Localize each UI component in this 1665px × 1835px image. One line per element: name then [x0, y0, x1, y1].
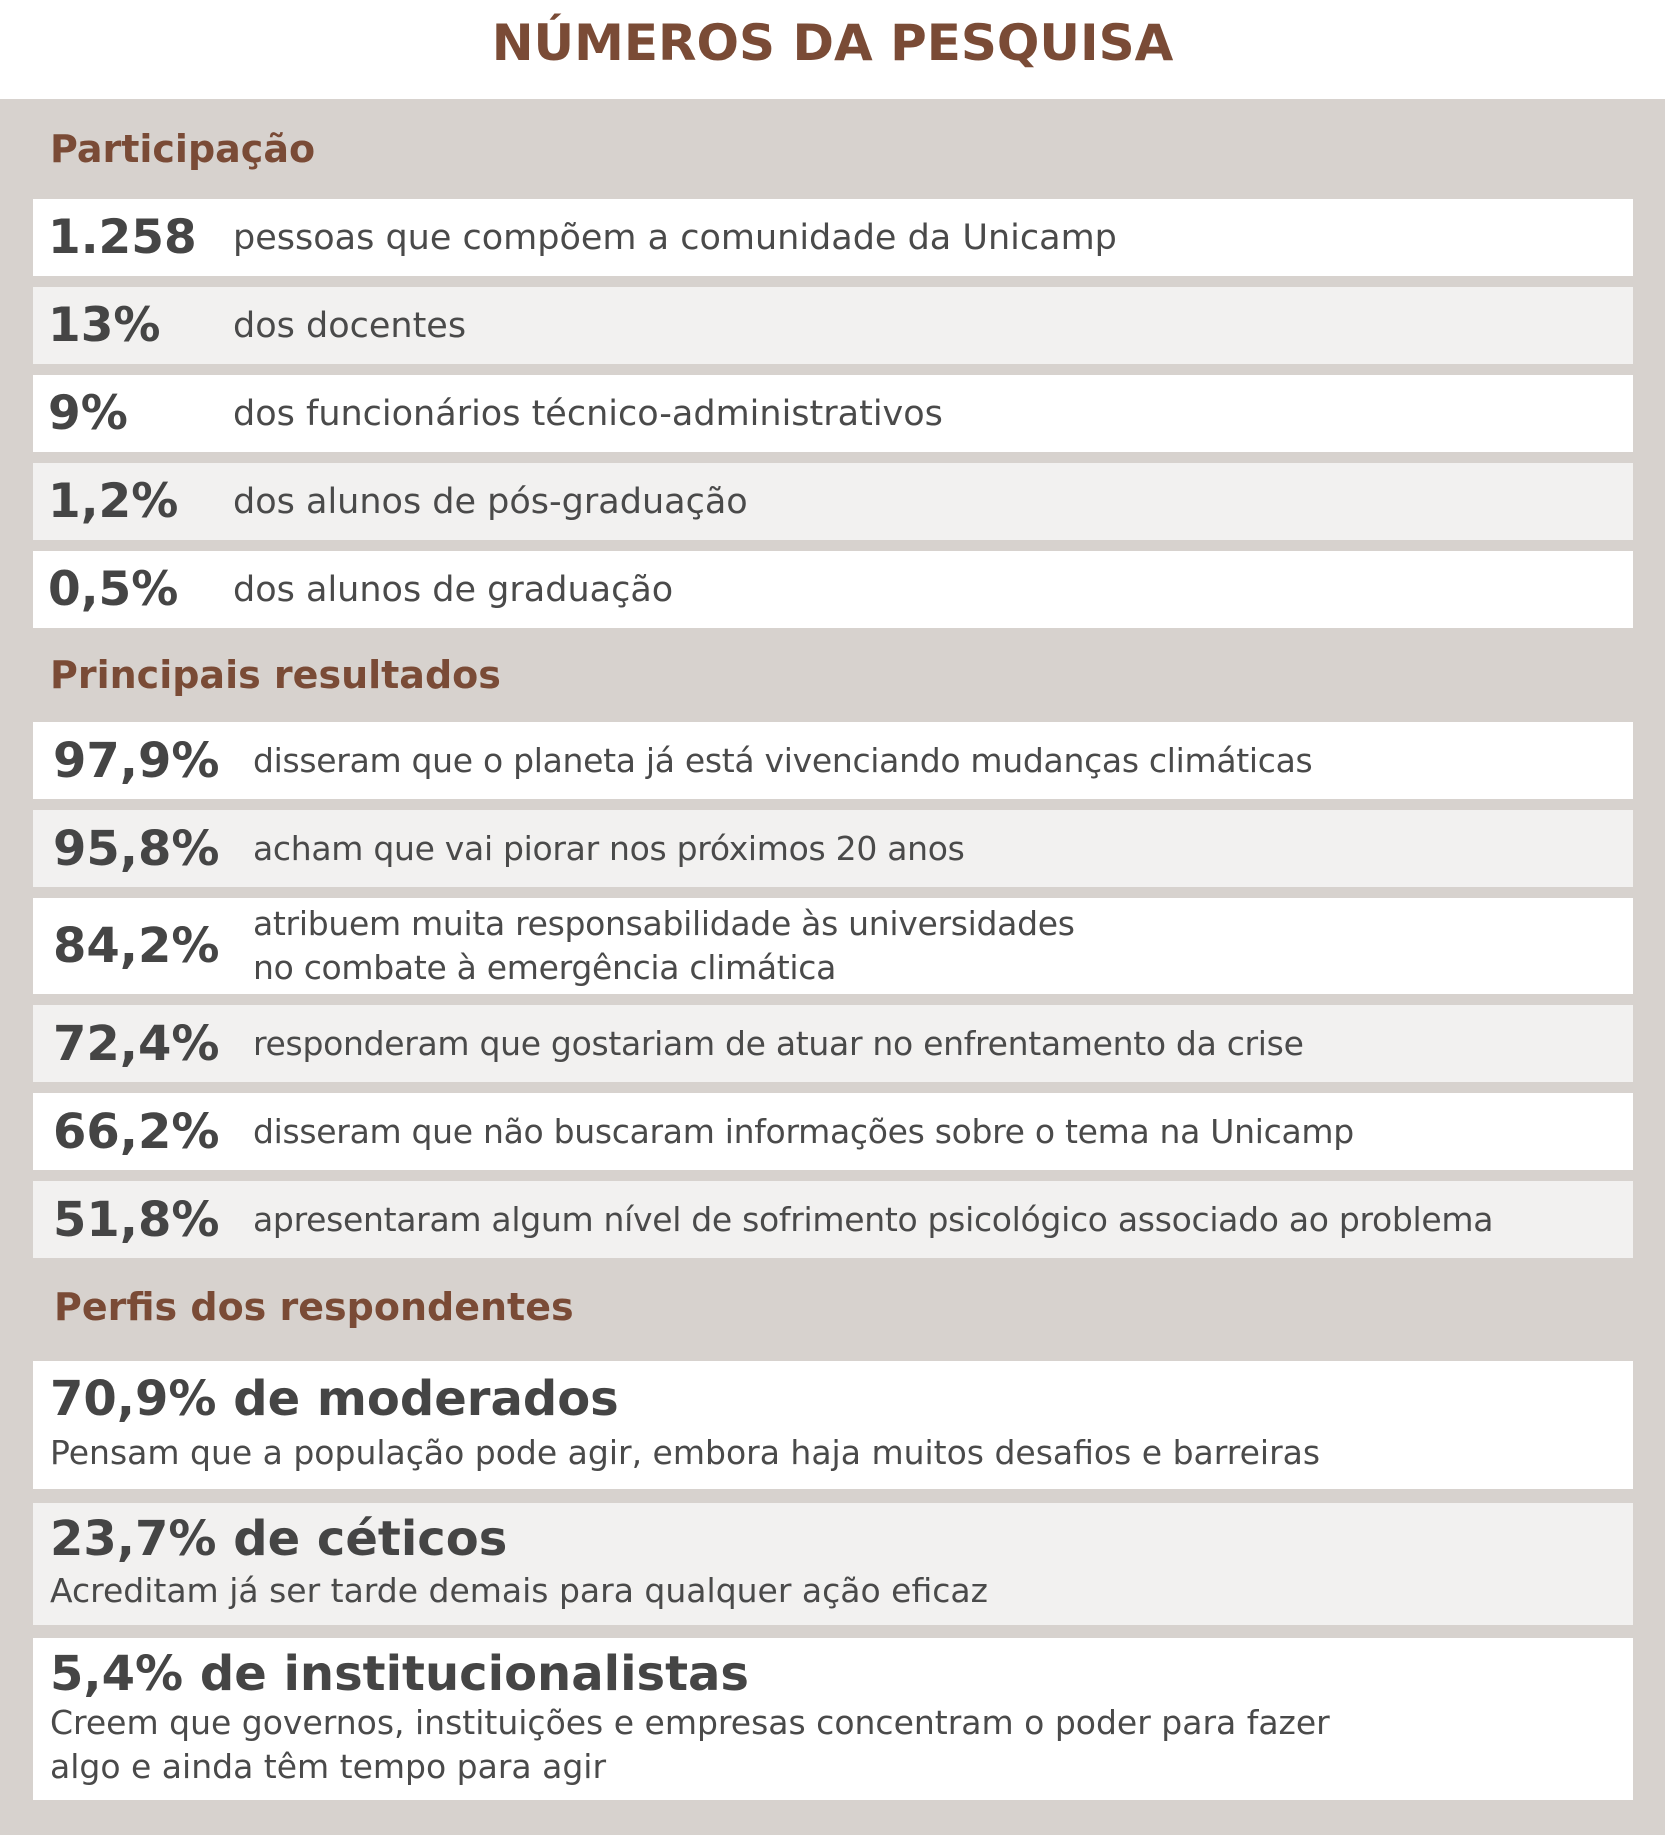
result-row [33, 722, 1633, 799]
result-value: 95,8% [53, 820, 220, 877]
section-heading-perfis: Perfis dos respondentes [54, 1285, 574, 1329]
result-row [33, 1093, 1633, 1170]
profile-title: 5,4% de institucionalistas [50, 1646, 749, 1702]
result-value: 97,9% [53, 732, 220, 789]
page-title: NÚMEROS DA PESQUISA [491, 13, 1174, 72]
profile-title: 70,9% de moderados [50, 1371, 619, 1427]
result-text: atribuem muita responsabilidade às universidades no combate à emergência climática [253, 904, 1075, 987]
participation-text: dos docentes [233, 305, 467, 346]
participation-row [33, 287, 1633, 364]
result-text: disseram que não buscaram informações sobre o tema na Unicamp [253, 1111, 1354, 1151]
profile-card-moderados [33, 1361, 1633, 1489]
result-text: apresentaram algum nível de sofrimento psicológico associado ao problema [253, 1199, 1494, 1239]
result-text: responderam que gostariam de atuar no enfrentamento da crise [253, 1023, 1304, 1063]
participation-value: 9% [48, 386, 128, 441]
result-value: 51,8% [53, 1191, 220, 1248]
profile-card-ceticos [33, 1503, 1633, 1625]
participation-row [33, 199, 1633, 276]
participation-row [33, 375, 1633, 452]
profile-text: Creem que governos, instituições e empresas concentram o poder para fazer algo e ainda têm tempo para agir [50, 1703, 1330, 1786]
result-row [33, 810, 1633, 887]
participation-value: 1,2% [48, 474, 179, 529]
section-heading-resultados: Principais resultados [50, 653, 501, 697]
participation-text: pessoas que compõem a comunidade da Unicamp [233, 217, 1117, 258]
profile-title: 23,7% de céticos [50, 1511, 508, 1567]
participation-row [33, 551, 1633, 628]
result-text: disseram que o planeta já está vivenciando mudanças climáticas [253, 740, 1313, 780]
profile-text: Pensam que a população pode agir, embora haja muitos desafios e barreiras [50, 1433, 1321, 1472]
result-value: 66,2% [53, 1103, 220, 1160]
participation-value: 1.258 [48, 210, 197, 265]
result-row [33, 1181, 1633, 1258]
result-text: acham que vai piorar nos próximos 20 anos [253, 828, 965, 868]
profile-card-institucionalistas [33, 1638, 1633, 1800]
result-row [33, 1005, 1633, 1082]
result-value: 72,4% [53, 1015, 220, 1072]
section-heading-participacao: Participação [50, 127, 316, 171]
profile-text: Acreditam já ser tarde demais para qualquer ação eficaz [50, 1571, 988, 1610]
participation-text: dos alunos de pós-graduação [233, 481, 748, 522]
result-value: 84,2% [53, 918, 220, 974]
result-row [33, 898, 1633, 994]
participation-value: 13% [48, 298, 161, 353]
participation-row [33, 463, 1633, 540]
participation-text: dos alunos de graduação [233, 569, 674, 610]
participation-value: 0,5% [48, 562, 179, 617]
participation-text: dos funcionários técnico-administrativos [233, 393, 943, 434]
